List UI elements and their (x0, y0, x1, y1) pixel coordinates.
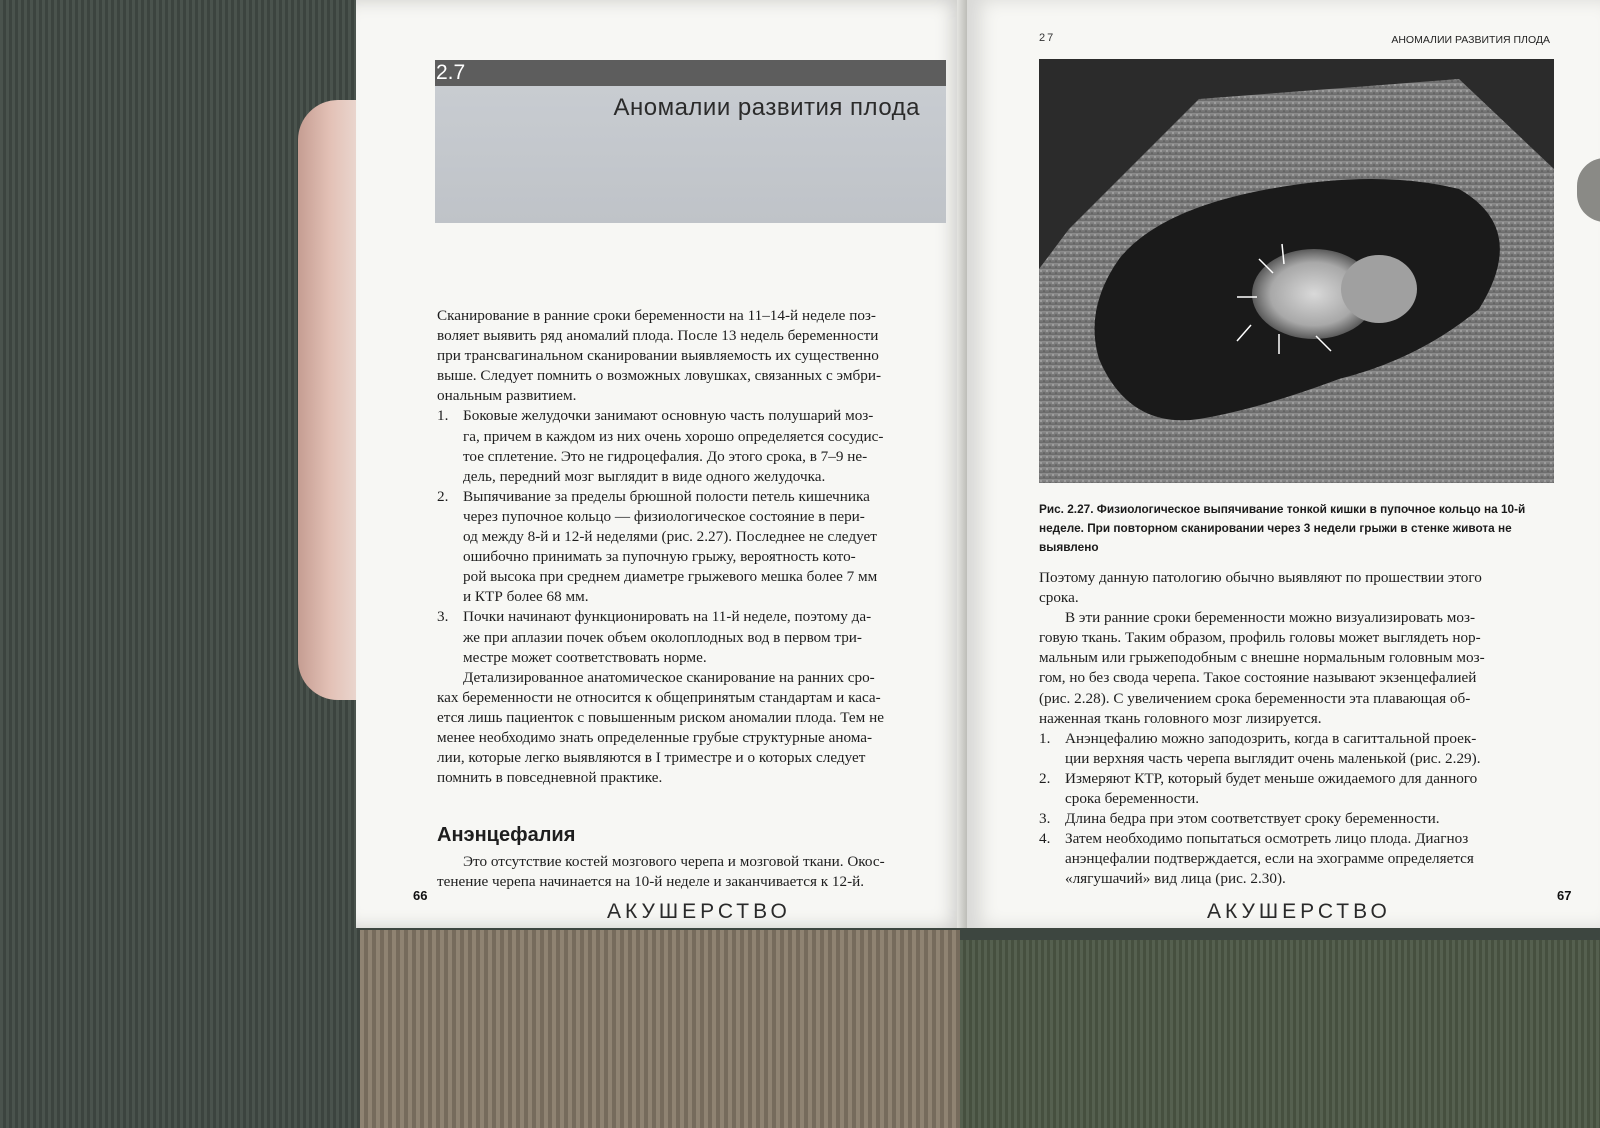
text-line: срока. (1039, 589, 1079, 607)
text-line: воляет выявить ряд аномалий плода. После 13 недель беременности (437, 327, 879, 345)
text-line: лии, которые легко выявляются в I триместре и о которых следует (437, 749, 866, 767)
text-line: дель, передний мозг выглядит в виде одного желудочка. (463, 467, 826, 485)
text-line: тенение черепа начинается на 10-й неделе и заканчивается к 12-й. (437, 873, 865, 891)
text-line: местре может соответствовать норме. (463, 648, 707, 666)
list-item (1039, 729, 1551, 769)
text-line: наженная ткань головного мозг лизируется. (1039, 709, 1322, 727)
footer-left: АКУШЕРСТВО (607, 900, 791, 923)
right-body-text (1039, 568, 1551, 890)
text-line: менее необходимо знать определенные грубые структурные анома- (437, 728, 873, 746)
list-item (437, 487, 947, 608)
text-line: выше. Следует помнить о возможных ловушках, связанных с эмбри- (437, 367, 882, 385)
photo-background-bottom (360, 930, 960, 1128)
early-scan-paragraph (1039, 608, 1551, 729)
figure-caption-text: Физиологическое выпячивание тонкой кишки в пупочное кольцо на 10-й неделе. При повторном сканировании через 3 недели грыжи в стенке живота не выявлено (1039, 502, 1526, 554)
figure-caption (1039, 500, 1559, 557)
running-head: АНОМАЛИИ РАЗВИТИЯ ПЛОДА (1391, 34, 1550, 46)
figure-label: Рис. 2.27. (1039, 502, 1094, 516)
text-line: через пупочное кольцо — физиологическое состояние в пери- (463, 507, 865, 525)
subheading-anencephaly: Анэнцефалия (437, 824, 576, 846)
detail-paragraph (437, 668, 947, 789)
text-line: анэнцефалии подтверждается, если на эхограмме определяется (1065, 850, 1474, 868)
page-number-right: 67 (1557, 888, 1572, 903)
text-line: говую ткань. Таким образом, профиль головы может выглядеть нор- (1039, 629, 1481, 647)
text-line: Это отсутствие костей мозгового черепа и мозговой ткани. Окос- (463, 853, 885, 870)
list-item (1039, 809, 1551, 829)
text-line: Измеряют КТР, который будет меньше ожидаемого для данного (1065, 769, 1478, 787)
text-line: Боковые желудочки занимают основную часть полушарий моз- (463, 407, 874, 425)
text-line: Поэтому данную патологию обычно выявляют по прошествии этого (1039, 569, 1482, 586)
section-number: 2.7 (436, 61, 466, 84)
text-line: Сканирование в ранние сроки беременности на 11–14-й неделе поз- (437, 307, 876, 324)
text-line: га, причем в каждом из них очень хорошо определяется сосудис- (463, 427, 884, 445)
section-band (435, 60, 946, 86)
text-line: ции верхняя часть черепа выглядит очень маленькой (рис. 2.29). (1065, 749, 1481, 767)
footer-right: АКУШЕРСТВО (1207, 900, 1391, 923)
text-line: Детализированное анатомическое сканирование на ранних сро- (463, 668, 875, 686)
anencephaly-paragraph (437, 852, 947, 892)
list-item (437, 607, 947, 667)
section-title-box (435, 86, 946, 223)
text-line: рой высока при среднем диаметре грыжевого мешка более 7 мм (463, 568, 878, 586)
list-item (1039, 829, 1551, 889)
list-item-number: 2. (437, 487, 449, 505)
text-line: ках беременности не относится к общепринятым стандартам и каса- (437, 688, 881, 706)
text-line: же при аплазии почек объем околоплодных вод в первом три- (463, 628, 862, 646)
left-numbered-list (437, 406, 947, 667)
text-line: помнить в повседневной практике. (437, 769, 663, 787)
section-title: Аномалии развития плода (613, 94, 920, 121)
text-line: Затем необходимо попытаться осмотреть лицо плода. Диагноз (1065, 830, 1469, 848)
text-line: Выпячивание за пределы брюшной полости петель кишечника (463, 487, 870, 505)
text-line: ется лишь пациенток с повышенным риском аномалии плода. Тем не (437, 708, 884, 726)
running-page-number: 27 (1039, 32, 1056, 44)
text-line: од между 8-й и 12-й неделями (рис. 2.27). Последнее не следует (463, 528, 877, 546)
list-item-number: 1. (437, 407, 449, 425)
left-body-text (437, 306, 947, 788)
list-item (1039, 769, 1551, 809)
continuation-paragraph (1039, 568, 1551, 608)
text-line: срока беременности. (1065, 790, 1200, 808)
right-numbered-list (1039, 729, 1551, 890)
list-item-number: 3. (1039, 810, 1051, 828)
text-line: и КТР более 68 мм. (463, 588, 589, 606)
text-line: ошибочно принимать за пупочную грыжу, вероятность кото- (463, 548, 856, 566)
photo-background-right (960, 940, 1600, 1128)
list-item-number: 1. (1039, 729, 1051, 747)
page-number-left: 66 (413, 888, 428, 903)
list-item (437, 406, 947, 486)
text-line: Анэнцефалию можно заподозрить, когда в сагиттальной проек- (1065, 729, 1477, 747)
text-line: Длина бедра при этом соответствует сроку беременности. (1065, 810, 1440, 828)
text-line: В эти ранние сроки беременности можно визуализировать моз- (1065, 609, 1476, 627)
text-line: при трансвагинальном сканировании выявляемость их существенно (437, 347, 879, 365)
ultrasound-scan-graphic (1039, 59, 1554, 483)
text-line: «лягушачий» вид лица (рис. 2.30). (1065, 870, 1286, 888)
intro-paragraph (437, 306, 947, 406)
ultrasound-image (1039, 59, 1554, 483)
text-line: гом, но без свода черепа. Такое состояние называют экзенцефалией (1039, 669, 1477, 687)
list-item-number: 2. (1039, 769, 1051, 787)
text-line: мальным или грыжеподобным с внешне нормальным головным моз- (1039, 649, 1485, 667)
text-line: (рис. 2.28). С увеличением срока беременности эта плавающая об- (1039, 689, 1471, 707)
list-item-number: 4. (1039, 830, 1051, 848)
text-line: Почки начинают функционировать на 11-й неделе, поэтому да- (463, 608, 872, 626)
text-line: ональным развитием. (437, 387, 577, 405)
text-line: тое сплетение. Это не гидроцефалия. До этого срока, в 7–9 не- (463, 447, 868, 465)
list-item-number: 3. (437, 608, 449, 626)
